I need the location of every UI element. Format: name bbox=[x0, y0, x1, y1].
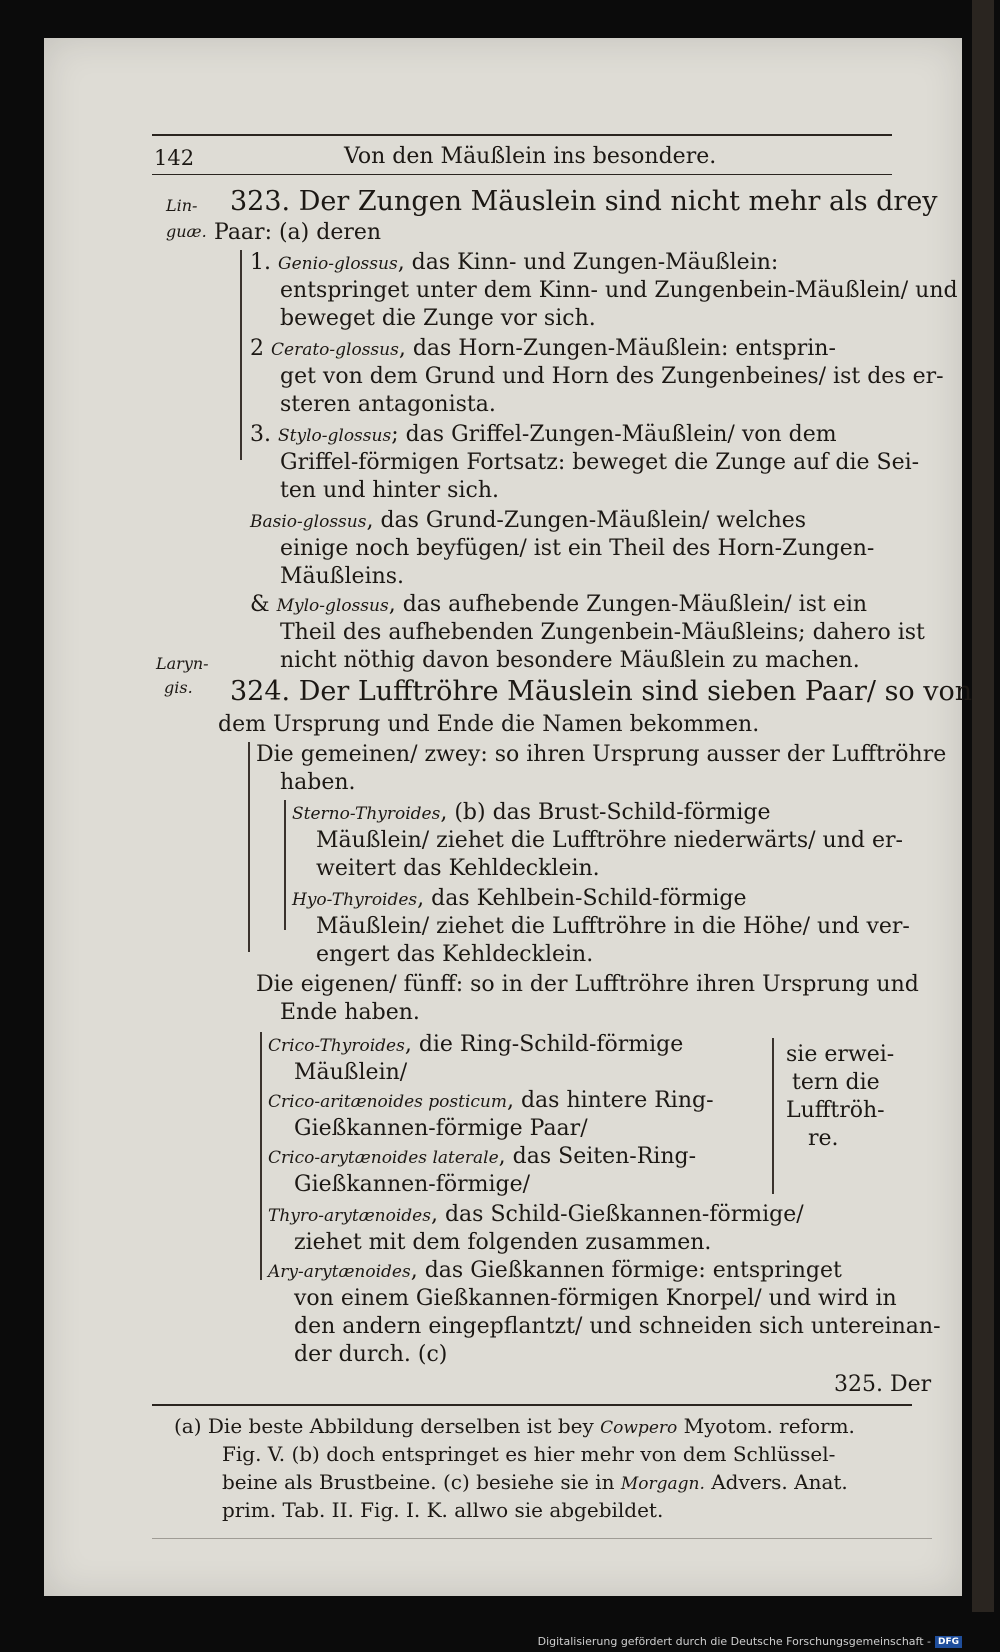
latin-term: Cerato-glossus bbox=[271, 340, 399, 360]
latin-term: Crico-aritænoides posticum bbox=[268, 1092, 507, 1112]
entry-line: 1. Genio-glossus, das Kinn- und Zungen-Mäußlein: bbox=[250, 250, 779, 275]
entry-line: ten und hinter sich. bbox=[280, 478, 499, 503]
entry-line: der durch. (c) bbox=[294, 1342, 448, 1367]
entry-line: engert das Kehldecklein. bbox=[316, 942, 594, 967]
side-note: Lufftröh- bbox=[786, 1098, 885, 1123]
entry-line: Mäußleins. bbox=[280, 564, 405, 589]
group-heading-line-2: haben. bbox=[280, 770, 356, 795]
section-324-heading: 324. Der Lufftröhre Mäuslein sind sieben Paar/ so von bbox=[230, 676, 973, 707]
entry-line: Mäußlein/ ziehet die Lufftröhre niederwärts/ und er- bbox=[316, 828, 903, 853]
group-heading: Die gemeinen/ zwey: so ihren Ursprung ausser der Lufftröhre bbox=[256, 742, 947, 767]
latin-term: Genio-glossus bbox=[278, 254, 398, 274]
header-rule-top bbox=[152, 134, 892, 136]
footnote-line: beine als Brustbeine. (c) besiehe sie in Morgagn. Advers. Anat. bbox=[222, 1470, 848, 1494]
dfg-logo: DFG bbox=[935, 1636, 962, 1648]
latin-term: Mylo-glossus bbox=[276, 596, 389, 616]
entry-line: Mäußlein/ ziehet die Lufftröhre in die Höhe/ und ver- bbox=[316, 914, 910, 939]
side-note: tern die bbox=[792, 1070, 880, 1095]
credit-text: Digitalisierung gefördert durch die Deutsche Forschungsgemeinschaft - bbox=[537, 1635, 931, 1648]
entry-line: beweget die Zunge vor sich. bbox=[280, 306, 596, 331]
entry-line: Theil des aufhebenden Zungenbein-Mäußleins; dahero ist bbox=[280, 620, 925, 645]
latin-term: Basio-glossus bbox=[250, 512, 367, 532]
entry-line: Gießkannen-förmige Paar/ bbox=[294, 1116, 588, 1141]
latin-term: Hyo-Thyroides bbox=[292, 890, 418, 910]
page-number: 142 bbox=[154, 146, 195, 170]
brace-side-note bbox=[772, 1038, 774, 1194]
entry-line: & Mylo-glossus, das aufhebende Zungen-Mäußlein/ ist ein bbox=[250, 592, 868, 617]
entry-line: einige noch beyfügen/ ist ein Theil des Horn-Zungen- bbox=[280, 536, 875, 561]
footnote-rule bbox=[152, 1404, 912, 1406]
latin-term: Thyro-arytænoides bbox=[268, 1206, 431, 1226]
catchword: 325. Der bbox=[834, 1372, 932, 1397]
section-324-line-2: dem Ursprung und Ende die Namen bekommen. bbox=[218, 712, 760, 737]
entry-line: 3. Stylo-glossus; das Griffel-Zungen-Mäußlein/ von dem bbox=[250, 422, 837, 447]
margin-note-larynx: Laryn- bbox=[156, 654, 209, 673]
book-page bbox=[44, 38, 973, 1596]
running-title: Von den Mäußlein ins besondere. bbox=[344, 144, 717, 169]
footnote-line: (a) Die beste Abbildung derselben ist bey Cowpero Myotom. reform. bbox=[174, 1414, 855, 1438]
entry-line: Crico-aritænoides posticum, das hintere Ring- bbox=[268, 1088, 714, 1113]
section-323-line-2: Paar: (a) deren bbox=[214, 220, 382, 245]
latin-term: Stylo-glossus bbox=[278, 426, 392, 446]
brace-323 bbox=[240, 250, 242, 460]
bleed-through-rule bbox=[152, 1538, 932, 1539]
entry-line: Ary-arytænoides, das Gießkannen förmige: entspringet bbox=[268, 1258, 842, 1283]
digitization-credit bbox=[538, 1635, 962, 1648]
margin-note-larynx-2: gis. bbox=[164, 678, 193, 697]
entry-line: Hyo-Thyroides, das Kehlbein-Schild-förmige bbox=[292, 886, 747, 911]
group-heading: Die eigenen/ fünff: so in der Lufftröhre ihren Ursprung und bbox=[256, 972, 919, 997]
margin-note-lingua-2: guæ. bbox=[166, 222, 207, 241]
brace-eigenen bbox=[260, 1032, 262, 1280]
entry-line: nicht nöthig davon besondere Mäußlein zu machen. bbox=[280, 648, 860, 673]
entry-line: steren antagonista. bbox=[280, 392, 496, 417]
footnote-line: prim. Tab. II. Fig. I. K. allwo sie abgebildet. bbox=[222, 1498, 664, 1522]
entry-line: Mäußlein/ bbox=[294, 1060, 408, 1085]
side-note: re. bbox=[808, 1126, 839, 1151]
entry-line: Griffel-förmigen Fortsatz: beweget die Zunge auf die Sei- bbox=[280, 450, 920, 475]
entry-line: Gießkannen-förmige/ bbox=[294, 1172, 531, 1197]
entry-line: ziehet mit dem folgenden zusammen. bbox=[294, 1230, 712, 1255]
entry-line: Sterno-Thyroides, (b) das Brust-Schild-förmige bbox=[292, 800, 771, 825]
latin-term: Ary-arytænoides bbox=[268, 1262, 411, 1282]
footnote-line: Fig. V. (b) doch entspringet es hier mehr von dem Schlüssel- bbox=[222, 1442, 836, 1466]
latin-term: Sterno-Thyroides bbox=[292, 804, 441, 824]
entry-line: 2 Cerato-glossus, das Horn-Zungen-Mäußlein: entsprin- bbox=[250, 336, 836, 361]
entry-line: Crico-arytænoides laterale, das Seiten-Ring- bbox=[268, 1144, 697, 1169]
entry-line: get von dem Grund und Horn des Zungenbeines/ ist des er- bbox=[280, 364, 944, 389]
margin-note-lingua: Lin- bbox=[166, 196, 198, 215]
entry-line: entspringet unter dem Kinn- und Zungenbein-Mäußlein/ und bbox=[280, 278, 958, 303]
book-edge bbox=[972, 0, 994, 1612]
side-note: sie erwei- bbox=[786, 1042, 895, 1067]
latin-term: Crico-arytænoides laterale bbox=[268, 1148, 499, 1168]
header-rule-bottom bbox=[152, 174, 892, 175]
entry-line: Crico-Thyroides, die Ring-Schild-förmige bbox=[268, 1032, 684, 1057]
entry-line: von einem Gießkannen-förmigen Knorpel/ und wird in bbox=[294, 1286, 897, 1311]
entry-line: weitert das Kehldecklein. bbox=[316, 856, 600, 881]
entry-line: Basio-glossus, das Grund-Zungen-Mäußlein/ welches bbox=[250, 508, 807, 533]
entry-line: den andern eingepflantzt/ und schneiden sich untereinan- bbox=[294, 1314, 941, 1339]
entry-line: Thyro-arytænoides, das Schild-Gießkannen-förmige/ bbox=[268, 1202, 804, 1227]
section-323-heading: 323. Der Zungen Mäuslein sind nicht mehr als drey bbox=[230, 186, 938, 217]
latin-term: Crico-Thyroides bbox=[268, 1036, 405, 1056]
group-heading-line-2: Ende haben. bbox=[280, 1000, 420, 1025]
brace-gemeinen bbox=[248, 742, 250, 952]
brace-gemeinen-inner bbox=[284, 800, 286, 930]
